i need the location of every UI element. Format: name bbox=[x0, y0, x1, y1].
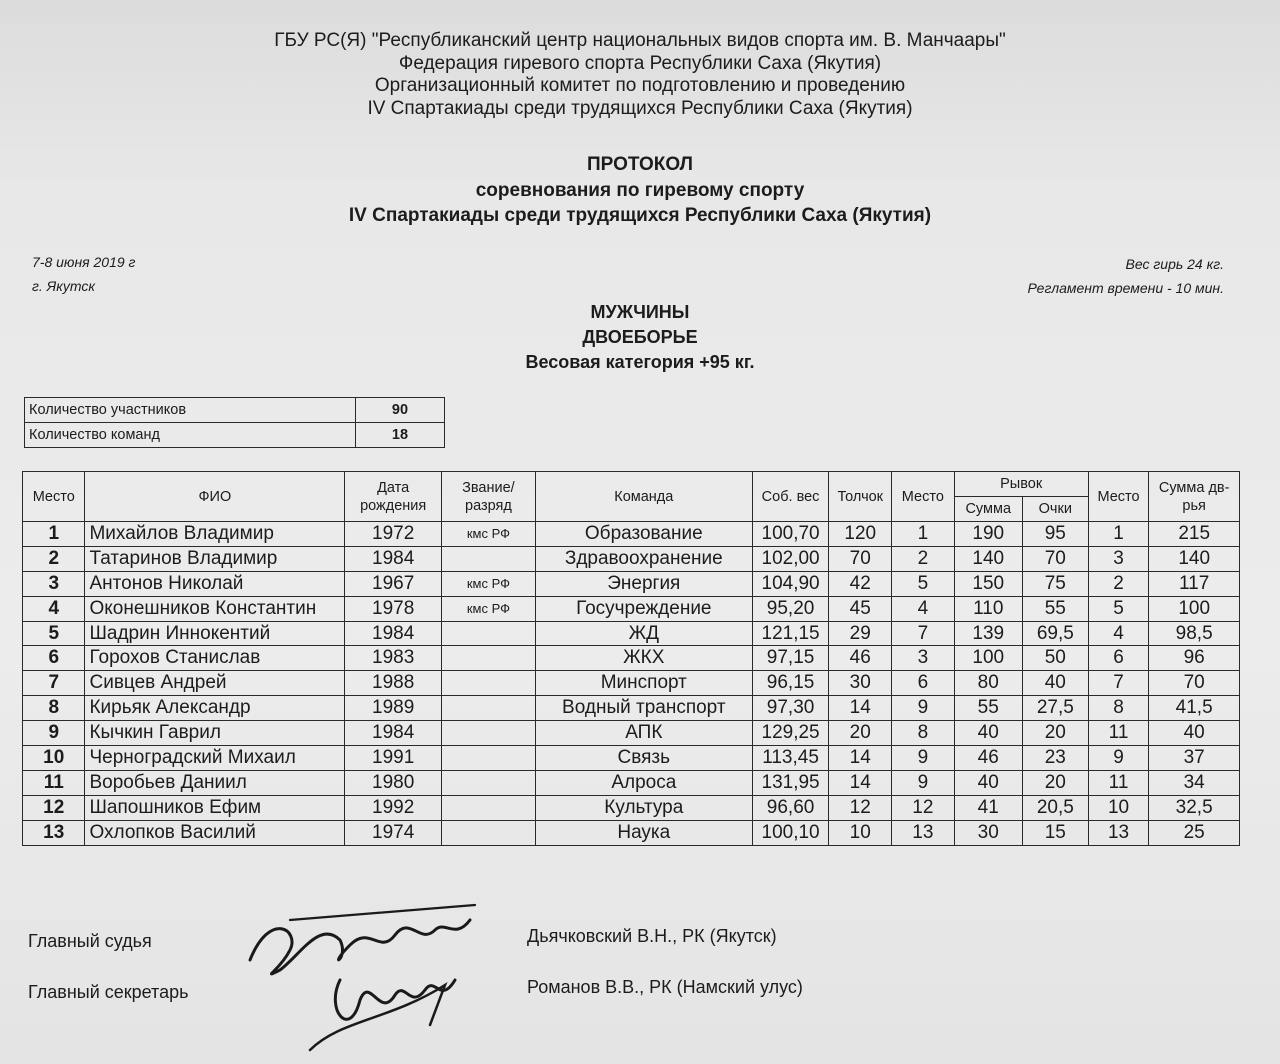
cell-snatch-sum: 46 bbox=[954, 746, 1022, 771]
cell-team: Водный транспорт bbox=[535, 696, 752, 721]
cell-birth: 1988 bbox=[345, 671, 442, 696]
cell-name: Шадрин Иннокентий bbox=[85, 621, 345, 646]
cell-jerk: 29 bbox=[829, 621, 892, 646]
cell-name: Черноградский Михаил bbox=[85, 746, 345, 771]
col-jerk-place: Место bbox=[892, 472, 954, 522]
cell-snatch-place: 3 bbox=[1088, 546, 1149, 571]
cell-team: Алроса bbox=[535, 770, 752, 795]
cell-jerk: 30 bbox=[829, 671, 892, 696]
summary-table bbox=[24, 397, 445, 448]
cell-place: 10 bbox=[23, 746, 85, 771]
cell-snatch-sum: 139 bbox=[954, 621, 1022, 646]
cell-place: 6 bbox=[23, 646, 85, 671]
cell-birth: 1974 bbox=[345, 820, 442, 845]
cell-place: 3 bbox=[23, 571, 85, 596]
cell-rank: кмс РФ bbox=[441, 522, 535, 547]
org-line-1: ГБУ РС(Я) "Республиканский центр национальных видов спорта им. В. Манчаары" bbox=[274, 30, 1006, 51]
cell-jerk-place: 1 bbox=[892, 522, 954, 547]
table-row bbox=[23, 721, 1240, 746]
cell-birth: 1972 bbox=[345, 522, 442, 547]
cell-team: Госучреждение bbox=[535, 596, 752, 621]
cell-snatch-place: 6 bbox=[1088, 646, 1149, 671]
summary-row-participants bbox=[25, 398, 445, 423]
cell-jerk: 120 bbox=[829, 522, 892, 547]
cell-snatch-place: 4 bbox=[1088, 621, 1149, 646]
cell-snatch-sum: 55 bbox=[954, 696, 1022, 721]
cell-name: Горохов Станислав bbox=[85, 646, 345, 671]
cell-snatch-sum: 41 bbox=[954, 795, 1022, 820]
cell-rank bbox=[441, 696, 535, 721]
participants-label: Количество участников bbox=[25, 398, 356, 423]
cell-jerk-place: 6 bbox=[892, 671, 954, 696]
cell-jerk-place: 2 bbox=[892, 546, 954, 571]
gender-category: МУЖЧИНЫ bbox=[590, 302, 690, 322]
cell-snatch-place: 8 bbox=[1088, 696, 1149, 721]
chief-secretary-label: Главный секретарь bbox=[28, 982, 189, 1002]
event-date-place bbox=[32, 250, 135, 298]
cell-team: Образование bbox=[535, 522, 752, 547]
cell-birth: 1992 bbox=[345, 795, 442, 820]
cell-total: 34 bbox=[1149, 770, 1240, 795]
chief-judge-label: Главный судья bbox=[28, 931, 152, 951]
cell-name: Сивцев Андрей bbox=[85, 671, 345, 696]
cell-place: 13 bbox=[23, 820, 85, 845]
col-snatch-place: Место bbox=[1088, 472, 1149, 522]
cell-rank bbox=[441, 621, 535, 646]
cell-jerk: 10 bbox=[829, 820, 892, 845]
event-city: г. Якутск bbox=[32, 278, 95, 294]
results-table bbox=[22, 471, 1240, 846]
cell-jerk: 14 bbox=[829, 770, 892, 795]
cell-jerk-place: 3 bbox=[892, 646, 954, 671]
teams-value: 18 bbox=[356, 423, 445, 448]
cell-bodyweight: 97,15 bbox=[752, 646, 829, 671]
col-total: Сумма дв-рья bbox=[1149, 472, 1240, 522]
cell-jerk: 12 bbox=[829, 795, 892, 820]
cell-snatch-points: 23 bbox=[1022, 746, 1088, 771]
cell-birth: 1980 bbox=[345, 770, 442, 795]
cell-snatch-points: 27,5 bbox=[1022, 696, 1088, 721]
chief-judge-name: Дьячковский В.Н., РК (Якутск) bbox=[527, 926, 777, 946]
cell-place: 5 bbox=[23, 621, 85, 646]
cell-rank bbox=[441, 671, 535, 696]
org-line-2: Федерация гиревого спорта Республики Саха (Якутия) bbox=[398, 52, 882, 74]
cell-total: 37 bbox=[1149, 746, 1240, 771]
table-row bbox=[23, 546, 1240, 571]
cell-total: 100 bbox=[1149, 596, 1240, 621]
table-row bbox=[23, 770, 1240, 795]
teams-label: Количество команд bbox=[25, 423, 356, 448]
org-line-3: Организационный комитет по подготовлению и проведению bbox=[374, 75, 906, 96]
cell-team: Наука bbox=[535, 820, 752, 845]
cell-snatch-place: 11 bbox=[1088, 721, 1149, 746]
cell-snatch-sum: 190 bbox=[954, 522, 1022, 547]
cell-bodyweight: 131,95 bbox=[752, 770, 829, 795]
cell-place: 9 bbox=[23, 721, 85, 746]
cell-rank: кмс РФ bbox=[441, 596, 535, 621]
table-row bbox=[23, 596, 1240, 621]
cell-rank: кмс РФ bbox=[441, 571, 535, 596]
cell-snatch-points: 20,5 bbox=[1022, 795, 1088, 820]
cell-jerk: 14 bbox=[829, 746, 892, 771]
cell-snatch-points: 20 bbox=[1022, 721, 1088, 746]
cell-name: Михайлов Владимир bbox=[85, 522, 345, 547]
cell-snatch-sum: 100 bbox=[954, 646, 1022, 671]
cell-snatch-place: 9 bbox=[1088, 746, 1149, 771]
table-row bbox=[23, 820, 1240, 845]
cell-jerk-place: 13 bbox=[892, 820, 954, 845]
cell-place: 1 bbox=[23, 522, 85, 547]
cell-team: Минспорт bbox=[535, 671, 752, 696]
event-rules bbox=[1027, 252, 1224, 300]
cell-bodyweight: 100,70 bbox=[752, 522, 829, 547]
col-place: Место bbox=[23, 472, 85, 522]
cell-place: 11 bbox=[23, 770, 85, 795]
cell-snatch-points: 70 bbox=[1022, 546, 1088, 571]
org-line-4: IV Спартакиады среди трудящихся Республики Саха (Якутия) bbox=[367, 97, 913, 119]
cell-total: 117 bbox=[1149, 571, 1240, 596]
table-row bbox=[23, 696, 1240, 721]
cell-jerk-place: 12 bbox=[892, 795, 954, 820]
cell-team: ЖД bbox=[535, 621, 752, 646]
cell-place: 8 bbox=[23, 696, 85, 721]
cell-jerk: 45 bbox=[829, 596, 892, 621]
cell-jerk: 70 bbox=[829, 546, 892, 571]
cell-jerk-place: 9 bbox=[892, 746, 954, 771]
cell-snatch-points: 15 bbox=[1022, 820, 1088, 845]
cell-bodyweight: 102,00 bbox=[752, 546, 829, 571]
cell-bodyweight: 129,25 bbox=[752, 721, 829, 746]
cell-birth: 1967 bbox=[345, 571, 442, 596]
cell-jerk-place: 4 bbox=[892, 596, 954, 621]
cell-rank bbox=[441, 820, 535, 845]
col-name: ФИО bbox=[85, 472, 345, 522]
cell-team: Культура bbox=[535, 795, 752, 820]
cell-snatch-sum: 140 bbox=[954, 546, 1022, 571]
cell-team: Энергия bbox=[535, 571, 752, 596]
document-title: ПРОТОКОЛ bbox=[586, 154, 693, 175]
cell-snatch-place: 13 bbox=[1088, 820, 1149, 845]
cell-snatch-place: 5 bbox=[1088, 596, 1149, 621]
cell-snatch-sum: 30 bbox=[954, 820, 1022, 845]
category-block bbox=[0, 300, 1280, 375]
event-type: ДВОЕБОРЬЕ bbox=[582, 327, 698, 347]
cell-name: Антонов Николай bbox=[85, 571, 345, 596]
cell-snatch-place: 1 bbox=[1088, 522, 1149, 547]
cell-rank bbox=[441, 770, 535, 795]
cell-rank bbox=[441, 795, 535, 820]
cell-name: Воробьев Даниил bbox=[85, 770, 345, 795]
cell-snatch-sum: 150 bbox=[954, 571, 1022, 596]
cell-place: 7 bbox=[23, 671, 85, 696]
cell-place: 2 bbox=[23, 546, 85, 571]
cell-team: АПК bbox=[535, 721, 752, 746]
cell-jerk: 46 bbox=[829, 646, 892, 671]
cell-total: 96 bbox=[1149, 646, 1240, 671]
cell-rank bbox=[441, 546, 535, 571]
col-snatch-points: Очки bbox=[1022, 497, 1088, 522]
cell-total: 215 bbox=[1149, 522, 1240, 547]
cell-name: Татаринов Владимир bbox=[85, 546, 345, 571]
cell-bodyweight: 96,15 bbox=[752, 671, 829, 696]
table-row bbox=[23, 646, 1240, 671]
event-date: 7-8 июня 2019 г bbox=[32, 254, 136, 270]
cell-birth: 1984 bbox=[345, 621, 442, 646]
cell-team: Связь bbox=[535, 746, 752, 771]
col-team: Команда bbox=[535, 472, 752, 522]
table-row bbox=[23, 621, 1240, 646]
cell-team: Здравоохранение bbox=[535, 546, 752, 571]
table-row bbox=[23, 571, 1240, 596]
kettlebell-weight: Вес гирь 24 кг. bbox=[1125, 256, 1224, 272]
document-subtitle-1: соревнования по гиревому спорту bbox=[475, 179, 805, 201]
cell-snatch-place: 2 bbox=[1088, 571, 1149, 596]
cell-snatch-points: 75 bbox=[1022, 571, 1088, 596]
cell-bodyweight: 97,30 bbox=[752, 696, 829, 721]
cell-rank bbox=[441, 646, 535, 671]
cell-jerk: 14 bbox=[829, 696, 892, 721]
cell-total: 40 bbox=[1149, 721, 1240, 746]
cell-snatch-sum: 110 bbox=[954, 596, 1022, 621]
cell-snatch-points: 20 bbox=[1022, 770, 1088, 795]
cell-birth: 1978 bbox=[345, 596, 442, 621]
summary-row-teams bbox=[25, 423, 445, 448]
cell-jerk: 20 bbox=[829, 721, 892, 746]
cell-name: Оконешников Константин bbox=[85, 596, 345, 621]
table-row bbox=[23, 671, 1240, 696]
chief-secretary-name: Романов В.В., РК (Намский улус) bbox=[527, 977, 803, 997]
cell-place: 12 bbox=[23, 795, 85, 820]
cell-rank bbox=[441, 721, 535, 746]
cell-snatch-sum: 40 bbox=[954, 770, 1022, 795]
cell-total: 140 bbox=[1149, 546, 1240, 571]
cell-team: ЖКХ bbox=[535, 646, 752, 671]
cell-total: 41,5 bbox=[1149, 696, 1240, 721]
cell-jerk-place: 9 bbox=[892, 696, 954, 721]
cell-jerk-place: 5 bbox=[892, 571, 954, 596]
cell-total: 70 bbox=[1149, 671, 1240, 696]
cell-snatch-place: 10 bbox=[1088, 795, 1149, 820]
cell-name: Охлопков Василий bbox=[85, 820, 345, 845]
cell-snatch-points: 50 bbox=[1022, 646, 1088, 671]
cell-birth: 1989 bbox=[345, 696, 442, 721]
col-bodyweight: Соб. вес bbox=[752, 472, 829, 522]
header-row-1 bbox=[23, 472, 1240, 497]
cell-name: Шапошников Ефим bbox=[85, 795, 345, 820]
cell-snatch-points: 95 bbox=[1022, 522, 1088, 547]
col-jerk: Толчок bbox=[829, 472, 892, 522]
results-body bbox=[23, 522, 1240, 846]
cell-total: 32,5 bbox=[1149, 795, 1240, 820]
cell-birth: 1991 bbox=[345, 746, 442, 771]
signature-image bbox=[230, 900, 490, 1060]
cell-snatch-sum: 80 bbox=[954, 671, 1022, 696]
cell-jerk-place: 7 bbox=[892, 621, 954, 646]
cell-snatch-points: 69,5 bbox=[1022, 621, 1088, 646]
cell-bodyweight: 100,10 bbox=[752, 820, 829, 845]
cell-total: 25 bbox=[1149, 820, 1240, 845]
cell-birth: 1983 bbox=[345, 646, 442, 671]
cell-snatch-place: 7 bbox=[1088, 671, 1149, 696]
participants-value: 90 bbox=[356, 398, 445, 423]
cell-jerk: 42 bbox=[829, 571, 892, 596]
cell-total: 98,5 bbox=[1149, 621, 1240, 646]
table-row bbox=[23, 746, 1240, 771]
cell-rank bbox=[441, 746, 535, 771]
cell-snatch-sum: 40 bbox=[954, 721, 1022, 746]
cell-birth: 1984 bbox=[345, 546, 442, 571]
cell-name: Кычкин Гаврил bbox=[85, 721, 345, 746]
time-limit: Регламент времени - 10 мин. bbox=[1027, 280, 1224, 296]
col-birth: Дата рождения bbox=[345, 472, 442, 522]
cell-snatch-place: 11 bbox=[1088, 770, 1149, 795]
col-snatch-sum: Сумма bbox=[954, 497, 1022, 522]
cell-jerk-place: 8 bbox=[892, 721, 954, 746]
table-row bbox=[23, 795, 1240, 820]
table-row bbox=[23, 522, 1240, 547]
cell-bodyweight: 96,60 bbox=[752, 795, 829, 820]
cell-snatch-points: 40 bbox=[1022, 671, 1088, 696]
cell-bodyweight: 95,20 bbox=[752, 596, 829, 621]
col-rank: Звание/разряд bbox=[441, 472, 535, 522]
cell-bodyweight: 104,90 bbox=[752, 571, 829, 596]
document-title-block bbox=[0, 152, 1280, 229]
cell-place: 4 bbox=[23, 596, 85, 621]
cell-birth: 1984 bbox=[345, 721, 442, 746]
cell-jerk-place: 9 bbox=[892, 770, 954, 795]
col-snatch: Рывок bbox=[954, 472, 1088, 497]
cell-bodyweight: 121,15 bbox=[752, 621, 829, 646]
weight-class: Весовая категория +95 кг. bbox=[525, 352, 755, 372]
cell-name: Кирьяк Александр bbox=[85, 696, 345, 721]
organizer-header bbox=[0, 30, 1280, 120]
document-subtitle-2: IV Спартакиады среди трудящихся Республики Саха (Якутия) bbox=[348, 205, 932, 226]
cell-bodyweight: 113,45 bbox=[752, 746, 829, 771]
cell-snatch-points: 55 bbox=[1022, 596, 1088, 621]
